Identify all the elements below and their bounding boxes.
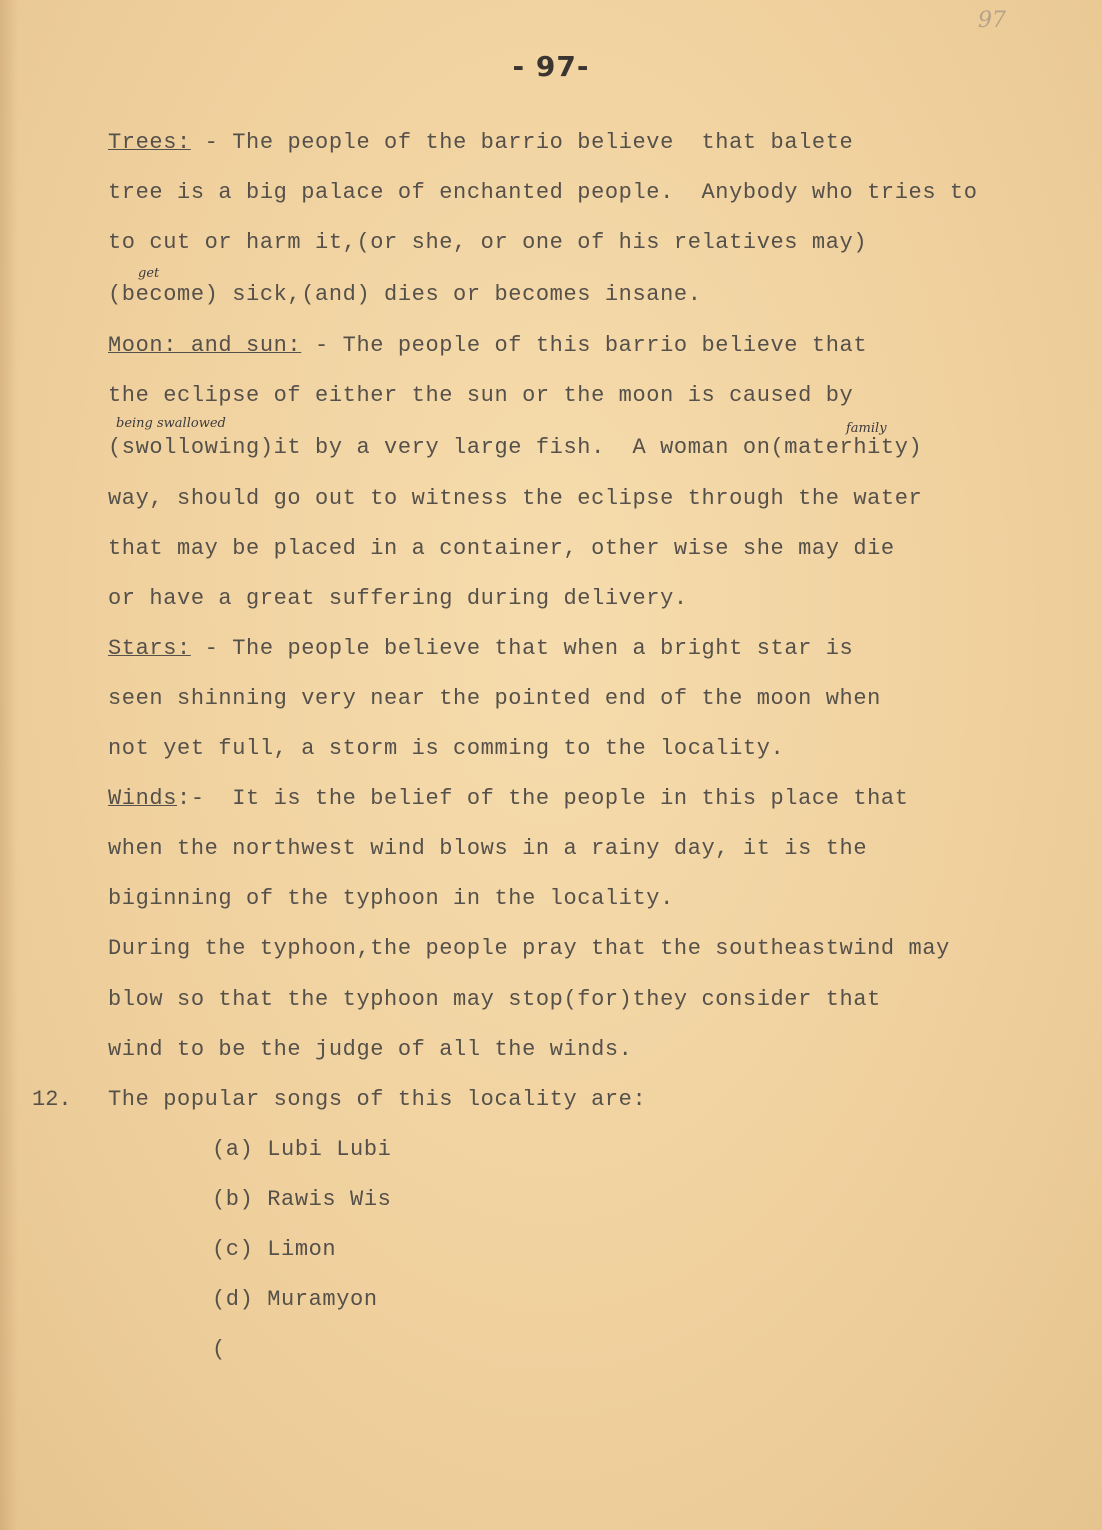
winds-heading: Winds: [108, 786, 178, 811]
trees-line-4: (become) sick,(and) dies or becomes insane.: [108, 282, 702, 307]
trees-line-2: tree is a big palace of enchanted people. Anybody who tries to: [108, 180, 978, 205]
page-number: - 97-: [512, 50, 590, 83]
handwritten-get: get: [138, 266, 160, 281]
song-item: (: [212, 1337, 226, 1362]
stars-line-3: not yet full, a storm is comming to the locality.: [108, 736, 785, 761]
handwritten-family: family: [846, 421, 887, 436]
songs-intro: The popular songs of this locality are:: [108, 1087, 647, 1112]
moon-line-1-text: - The people of this barrio believe that: [301, 333, 868, 358]
trees-line-1-text: - The people of the barrio believe that balete: [190, 130, 854, 155]
moon-line-3: (swollowing)it by a very large fish. A woman on(materhity): [108, 435, 923, 460]
corner-page-mark: 97: [978, 8, 1006, 33]
moon-line-5: that may be placed in a container, other wise she may die: [108, 536, 895, 561]
stars-line-2: seen shinning very near the pointed end of the moon when: [108, 686, 881, 711]
moon-heading: Moon: and sun:: [108, 333, 302, 358]
trees-heading: Trees:: [108, 130, 191, 155]
winds-line-4: During the typhoon,the people pray that the southeastwind may: [108, 936, 950, 961]
winds-line-2: when the northwest wind blows in a rainy day, it is the: [108, 836, 868, 861]
trees-line-3: to cut or harm it,(or she, or one of his relatives may): [108, 230, 868, 255]
winds-line-1-text: :- It is the belief of the people in this place that: [177, 786, 909, 811]
song-item: (c) Limon: [212, 1237, 337, 1262]
song-item: (d) Muramyon: [212, 1287, 378, 1312]
stars-heading: Stars:: [108, 636, 191, 661]
item-number-12: 12.: [32, 1087, 72, 1112]
song-item: (a) Lubi Lubi: [212, 1137, 392, 1162]
stars-line-1: [108, 636, 853, 662]
winds-line-1: [108, 786, 909, 812]
moon-line-1: [108, 333, 867, 359]
song-item: (b) Rawis Wis: [212, 1187, 392, 1212]
handwritten-being-swallowed: being swallowed: [116, 416, 226, 431]
moon-line-6: or have a great suffering during delivery.: [108, 586, 688, 611]
moon-line-4: way, should go out to witness the eclipse through the water: [108, 486, 923, 511]
winds-line-5: blow so that the typhoon may stop(for)they consider that: [108, 987, 881, 1012]
trees-line-1: [108, 130, 853, 156]
winds-line-6: wind to be the judge of all the winds.: [108, 1037, 633, 1062]
stars-line-1-text: - The people believe that when a bright star is: [190, 636, 854, 661]
page-edge-shadow: [0, 0, 18, 1530]
moon-line-2: the eclipse of either the sun or the moon is caused by: [108, 383, 854, 408]
winds-line-3: biginning of the typhoon in the locality.: [108, 886, 674, 911]
